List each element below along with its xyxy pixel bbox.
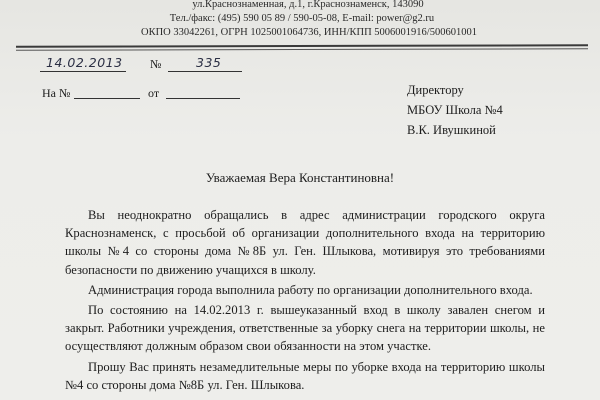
paragraph: Администрация города выполнила работу по организации дополнительного входа. (88, 282, 533, 297)
letterhead (0, 0, 600, 40)
outgoing-date: 14.02.2013 (46, 55, 123, 70)
letterhead-rule (16, 44, 588, 47)
reply-number-label: На № (42, 86, 71, 100)
outgoing-number: 335 (196, 55, 222, 70)
paragraph: Вы неоднократно обращались в адрес администрации городского округа Краснознаменск, с просьбой об организации дополнительного входа на территорию школы №4 со стороны дома №8Б ул. Ген. Шлыкова, мотивируя это требованиями безопасности по движению учащихся в школу. (65, 208, 545, 277)
addressee-organization: МБОУ Школа №4 (407, 103, 503, 117)
paragraph: По состоянию на 14.02.2013 г. вышеуказанный вход в школу завален снегом и закрыт. Работники учреждения, ответственные за уборку снега на территории школы, не осуществляют должным образом свои обязанности на этом участке. (65, 303, 545, 354)
letterhead-address: ул.Краснознаменная, д.1, г.Краснознаменск, 143090 (192, 0, 424, 10)
greeting: Уважаемая Вера Константиновна! (205, 170, 395, 185)
addressee-position: Директору (407, 83, 464, 97)
outgoing-number-label: № (150, 57, 162, 71)
reply-number-line (74, 98, 140, 99)
addressee-block (407, 80, 503, 140)
outgoing-number-underline (168, 71, 242, 72)
reply-from-label: от (148, 86, 160, 100)
letterhead-registry: ОКПО 33042261, ОГРН 1025001064736, ИНН/КПП 5006001916/500601001 (141, 27, 477, 38)
letterhead-rule-thin (16, 48, 588, 50)
addressee-name: В.К. Ивушкиной (407, 123, 496, 137)
paragraph: Прошу Вас принять незамедлительные меры по уборке входа на территорию школы №4 со стороны дома №8Б ул. Ген. Шлыкова. (65, 359, 545, 392)
reply-from-line (166, 98, 240, 99)
letter-body (65, 206, 545, 394)
letterhead-contacts: Тел./факс: (495) 590 05 89 / 590-05-08, E-mail: power@g2.ru (169, 13, 435, 24)
outgoing-date-underline (40, 71, 126, 72)
